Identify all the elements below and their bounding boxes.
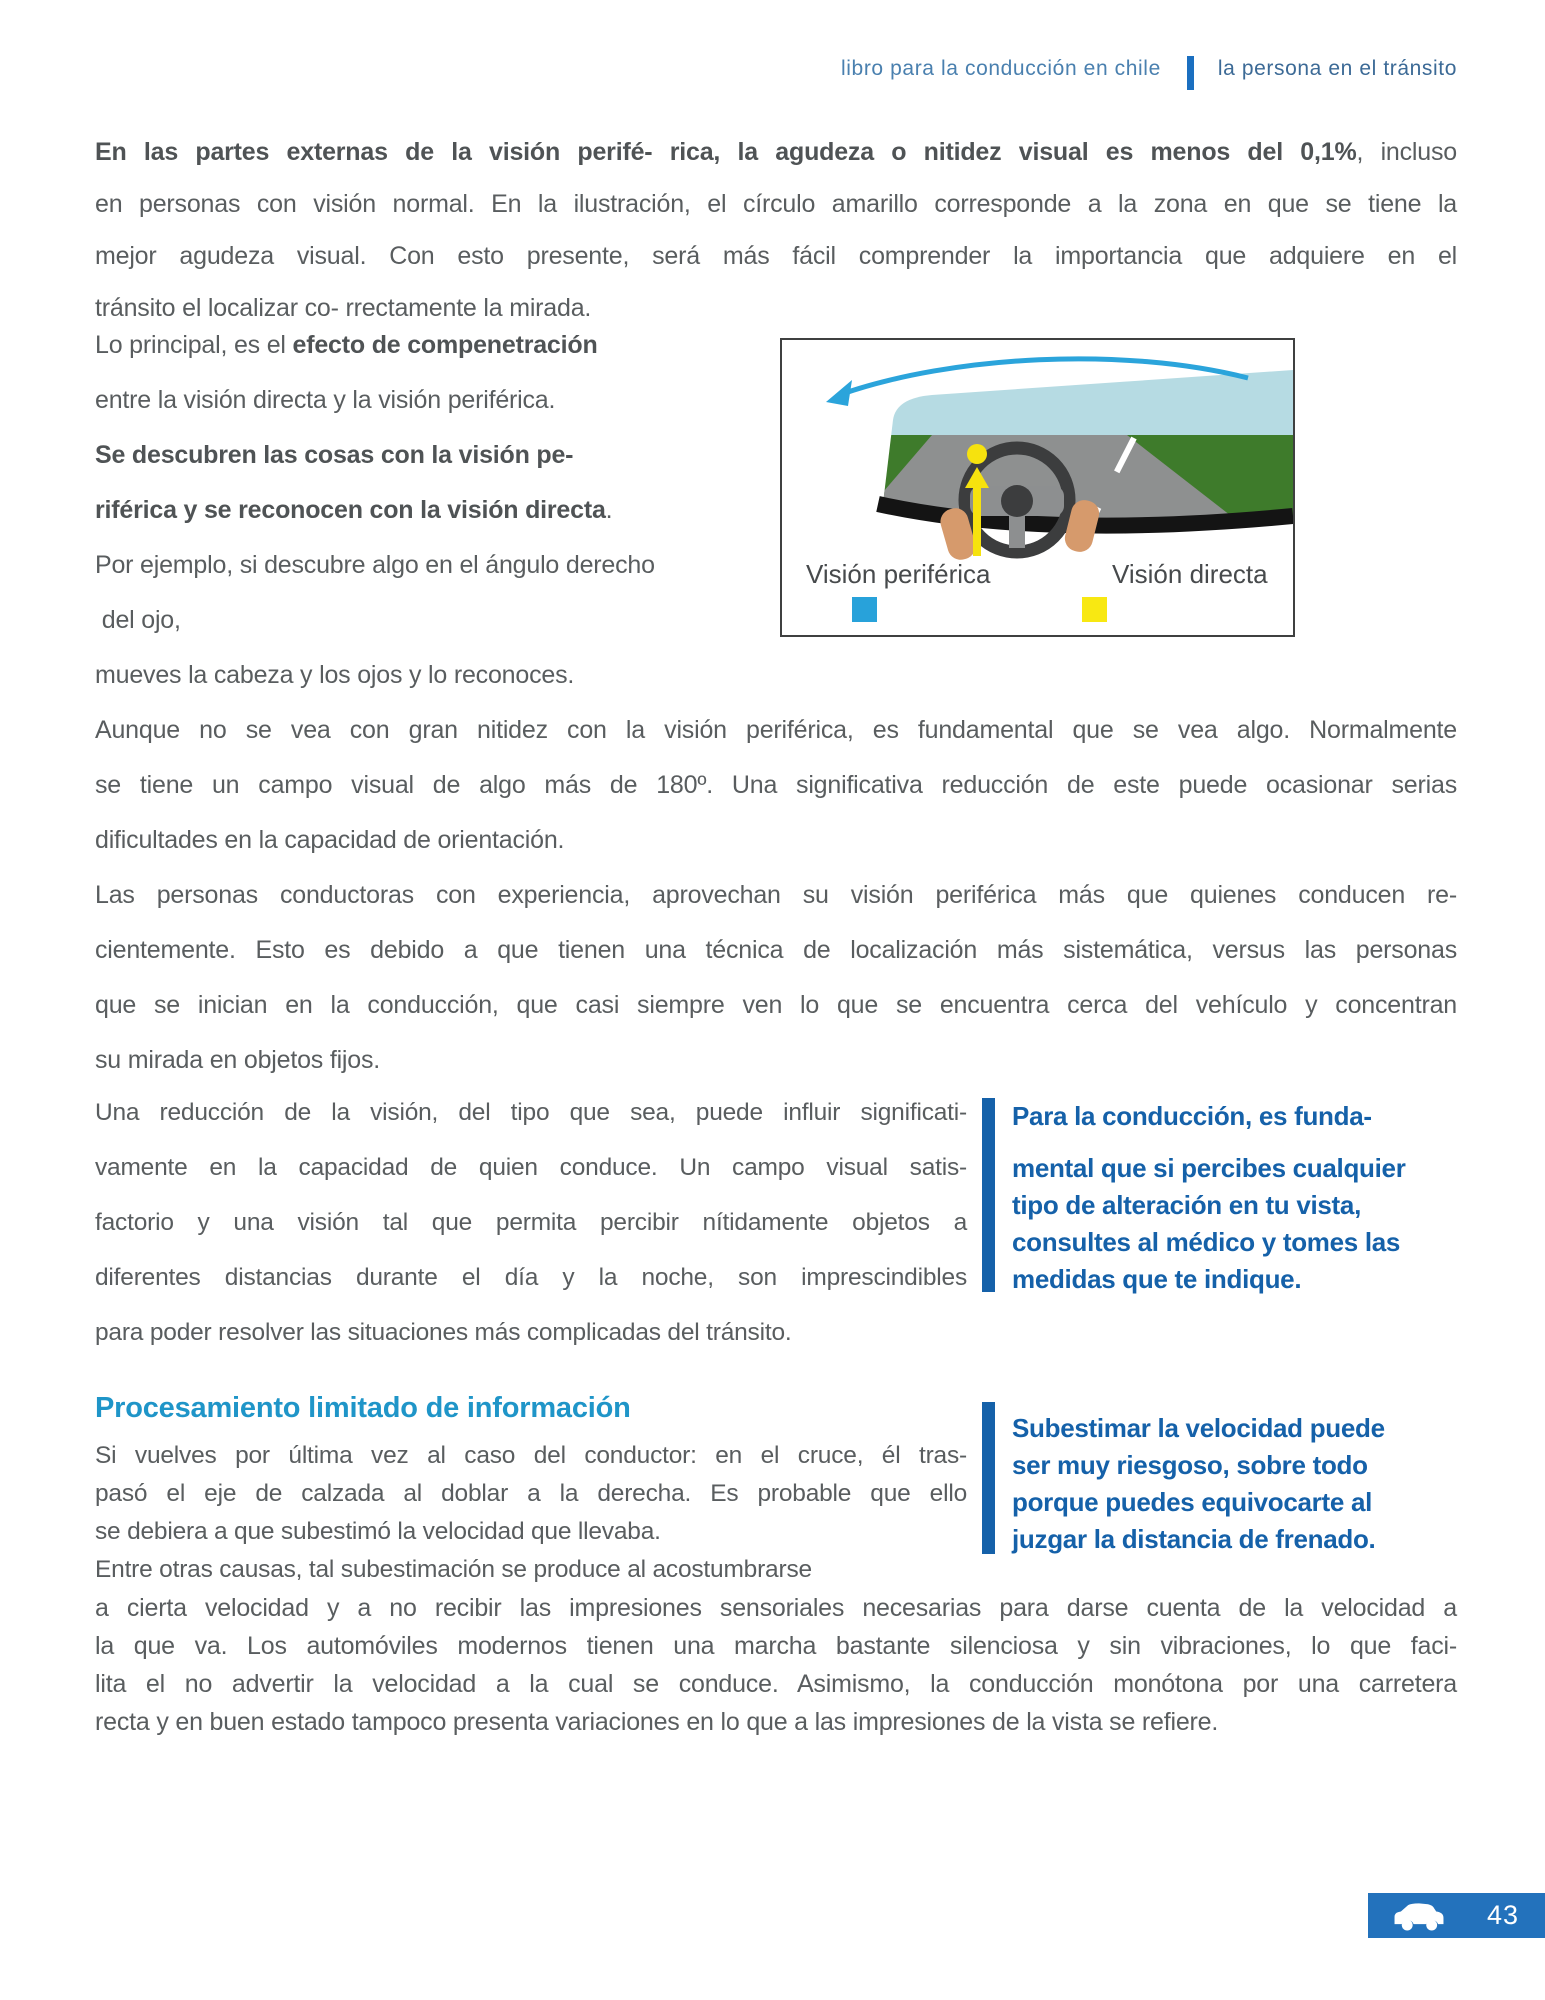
section-heading: Procesamiento limitado de información bbox=[95, 1392, 631, 1424]
header-divider bbox=[1187, 56, 1194, 90]
callout-line: mental que si percibes cualquier bbox=[1012, 1153, 1406, 1183]
text-line: factorio y una visión tal que permita percibir nítidamente objetos a bbox=[95, 1209, 967, 1236]
callout-line: medidas que te indique. bbox=[1012, 1264, 1302, 1294]
callout-vision-first-line: Para la conducción, es funda- bbox=[1012, 1101, 1372, 1131]
text-line: tránsito el localizar co- rrectamente la mirada. bbox=[95, 294, 592, 322]
text-line: Por ejemplo, si descubre algo en el ángulo derecho bbox=[95, 551, 655, 579]
page-header bbox=[841, 48, 1457, 90]
callout-line: consultes al médico y tomes las bbox=[1012, 1227, 1401, 1257]
paragraph-si-vuelves bbox=[95, 1437, 967, 1551]
callout-line: ser muy riesgoso, sobre todo bbox=[1012, 1450, 1368, 1480]
text-line: En las partes externas de la visión perifé- rica, la agudeza o nitidez visual es menos del 0,1%, incluso bbox=[95, 138, 1457, 166]
arrowhead-icon bbox=[826, 380, 852, 406]
callout-line: juzgar la distancia de frenado. bbox=[1012, 1524, 1376, 1554]
text-line: que se inician en la conducción, que casi siempre ven lo que se encuentra cerca del vehículo y concentran bbox=[95, 991, 1457, 1019]
windshield-graphic bbox=[782, 340, 1293, 635]
callout-vision bbox=[1012, 1098, 1457, 1298]
text-line: Las personas conductoras con experiencia, aprovechan su visión periférica más que quienes conducen re- bbox=[95, 881, 1457, 909]
text-line: pasó el eje de calzada al doblar a la derecha. Es probable que ello bbox=[95, 1480, 967, 1507]
peripheral-vision-label: Visión periférica bbox=[806, 559, 991, 589]
text-line: vamente en la capacidad de quien conduce. Un campo visual satis- bbox=[95, 1154, 967, 1181]
text-line: entre la visión directa y la visión periférica. bbox=[95, 386, 556, 414]
text-line: para poder resolver las situaciones más complicadas del tránsito. bbox=[95, 1319, 792, 1346]
text-line: Lo principal, es el efecto de compenetración bbox=[95, 331, 598, 359]
paragraph-reconoces bbox=[95, 648, 1457, 703]
page-number: 43 bbox=[1486, 1900, 1519, 1930]
vision-column bbox=[95, 318, 763, 648]
windshield-illustration bbox=[780, 338, 1295, 637]
text-line: a cierta velocidad y a no recibir las impresiones sensoriales necesarias para darse cuenta de la velocidad a bbox=[95, 1594, 1457, 1622]
header-section-title: la persona en el tránsito bbox=[1217, 57, 1457, 80]
text-line: Entre otras causas, tal subestimación se produce al acostumbrarse bbox=[95, 1556, 812, 1583]
intro-paragraph bbox=[95, 126, 1457, 334]
header-book-title: libro para la conducción en chile bbox=[841, 57, 1161, 80]
text-line: diferentes distancias durante el día y la noche, son imprescindibles bbox=[95, 1264, 967, 1291]
peripheral-legend-square bbox=[852, 597, 877, 622]
text-line: Aunque no se vea con gran nitidez con la visión periférica, es fundamental que se vea algo. Normalmente bbox=[95, 716, 1457, 744]
text-line: mejor agudeza visual. Con esto presente, será más fácil comprender la importancia que adquiere en el bbox=[95, 242, 1457, 270]
callout-line: porque puedes equivocarte al bbox=[1012, 1487, 1373, 1517]
text-line: se debiera a que subestimó la velocidad que llevaba. bbox=[95, 1518, 661, 1545]
page-footer bbox=[1368, 1893, 1545, 1938]
direct-legend-square bbox=[1082, 597, 1107, 622]
text-line: del ojo, bbox=[95, 606, 181, 634]
text-line: Si vuelves por última vez al caso del conductor: en el cruce, él tras- bbox=[95, 1442, 967, 1469]
closing-paragraph bbox=[95, 1589, 1457, 1741]
text-line: dificultades en la capacidad de orientación. bbox=[95, 826, 565, 854]
text-line: cientemente. Esto es debido a que tienen una técnica de localización más sistemática, versus las personas bbox=[95, 936, 1457, 964]
text-line: lita el no advertir la velocidad a la cual se conduce. Asimismo, la conducción monótona por una carretera bbox=[95, 1670, 1457, 1698]
callout-speed-bar bbox=[982, 1402, 995, 1554]
text-line: recta y en buen estado tampoco presenta variaciones en lo que a las impresiones de la vista se refiere. bbox=[95, 1708, 1219, 1736]
text-line: la que va. Los automóviles modernos tienen una marcha bastante silenciosa y sin vibraciones, lo que faci- bbox=[95, 1632, 1457, 1660]
text-line: su mirada en objetos fijos. bbox=[95, 1046, 381, 1074]
text-line: se tiene un campo visual de algo más de 180º. Una significativa reducción de este puede ocasionar serias bbox=[95, 771, 1457, 799]
text-line: riférica y se reconocen con la visión directa. bbox=[95, 496, 613, 524]
callout-vision-bar bbox=[982, 1098, 995, 1292]
paragraph-experiencia bbox=[95, 868, 1457, 1088]
callout-line: tipo de alteración en tu vista, bbox=[1012, 1190, 1362, 1220]
text-line: Una reducción de la visión, del tipo que sea, puede influir significati- bbox=[95, 1099, 967, 1126]
paragraph-campo-visual bbox=[95, 703, 1457, 868]
car-icon bbox=[1390, 1899, 1448, 1933]
callout-line: Subestimar la velocidad puede bbox=[1012, 1413, 1385, 1443]
callout-speed bbox=[1012, 1410, 1457, 1558]
paragraph-reduccion bbox=[95, 1085, 967, 1360]
text-line: en personas con visión normal. En la ilustración, el círculo amarillo corresponde a la zona en que se tiene la bbox=[95, 190, 1457, 218]
direct-vision-label: Visión directa bbox=[1112, 559, 1268, 589]
paragraph-entre-otras bbox=[95, 1551, 967, 1589]
text-line: mueves la cabeza y los ojos y lo reconoces. bbox=[95, 661, 575, 689]
text-line: Se descubren las cosas con la visión pe- bbox=[95, 441, 574, 469]
